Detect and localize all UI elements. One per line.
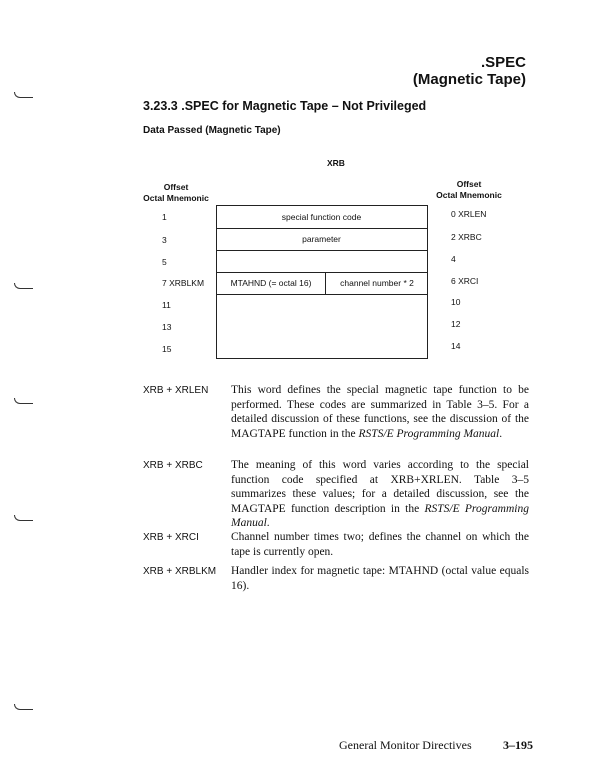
desc-text-part: The meaning of this word varies according to the special function code specified at XRB+XRLEN. Table 3–5 summarizes these values; for a detailed discussion, see the MAGTAPE function description in the <box>231 459 529 515</box>
right-offset: 6 XRCI <box>451 276 479 286</box>
page-number: 3–195 <box>503 738 533 752</box>
left-offset: 11 <box>162 300 171 310</box>
grid-divider <box>325 272 326 294</box>
grid-divider <box>217 228 427 229</box>
right-offset-header <box>430 179 508 201</box>
right-offset: 14 <box>451 341 461 351</box>
left-offset: 3 <box>162 235 167 245</box>
desc-text-part: Handler index for magnetic tape: MTAHND (octal value equals 16). <box>231 565 529 592</box>
desc-text-xrbc <box>231 458 529 531</box>
left-offset: 1 <box>162 212 167 222</box>
header-title-line1: .SPEC <box>480 54 526 71</box>
left-offset: 13 <box>162 322 172 332</box>
cell-channel-number: channel number * 2 <box>340 278 414 288</box>
desc-text-xrci <box>231 530 529 559</box>
grid-divider <box>217 250 427 251</box>
xrb-label: XRB <box>327 158 345 168</box>
right-offset: 4 <box>451 254 456 264</box>
right-offset: 12 <box>451 319 461 329</box>
subheading: Data Passed (Magnetic Tape) <box>143 125 281 136</box>
cell-mtahnd: MTAHND (= octal 16) <box>230 278 312 288</box>
desc-text-part: Channel number times two; defines the channel on which the tape is currently open. <box>231 531 529 558</box>
section-title: 3.23.3 .SPEC for Magnetic Tape – Not Privileged <box>143 99 427 113</box>
desc-text-xrblkm <box>231 564 529 593</box>
desc-label-xrblkm: XRB + XRBLKM <box>143 566 217 577</box>
left-offset-header-line1: Offset <box>163 182 189 192</box>
desc-label-xrci: XRB + XRCI <box>143 532 199 543</box>
grid-divider <box>217 294 427 295</box>
manual-title: RSTS/E Programming Manual <box>231 502 529 529</box>
xrb-register-grid <box>216 205 428 359</box>
desc-label-xrlen: XRB + XRLEN <box>143 385 209 396</box>
right-offset: 0 XRLEN <box>451 209 487 219</box>
right-offset: 10 <box>451 297 461 307</box>
desc-label-xrbc: XRB + XRBC <box>143 460 203 471</box>
left-offset-header <box>141 182 211 204</box>
margin-mark <box>14 515 33 521</box>
left-offset: 15 <box>162 344 172 354</box>
desc-text-part: . <box>266 517 270 529</box>
desc-text-part: . <box>499 427 503 440</box>
right-offset: 2 XRBC <box>451 232 482 242</box>
desc-text-xrlen <box>231 383 529 441</box>
grid-divider <box>217 272 427 273</box>
margin-mark <box>14 92 33 98</box>
left-offset: 7 XRBLKM <box>162 278 205 288</box>
margin-mark <box>14 283 33 289</box>
margin-mark <box>14 398 33 404</box>
margin-mark <box>14 704 33 710</box>
cell-special-function-code: special function code <box>281 212 362 222</box>
header-title-line2: (Magnetic Tape) <box>412 71 526 88</box>
manual-title: RSTS/E Programming Manual <box>358 427 500 440</box>
left-offset-header-line2: Octal Mnemonic <box>143 193 209 203</box>
footer-chapter-title: General Monitor Directives <box>339 738 472 752</box>
right-offset-header-line2: Octal Mnemonic <box>436 190 502 200</box>
desc-text-part: This word defines the special magnetic tape function to be performed. These codes are summarized in Table 3–5. For a detailed discussion of these functions, see the discussion of the MAGTAPE function in the <box>231 384 529 440</box>
left-offset: 5 <box>162 257 167 267</box>
cell-parameter: parameter <box>302 234 341 244</box>
right-offset-header-line1: Offset <box>456 179 482 189</box>
